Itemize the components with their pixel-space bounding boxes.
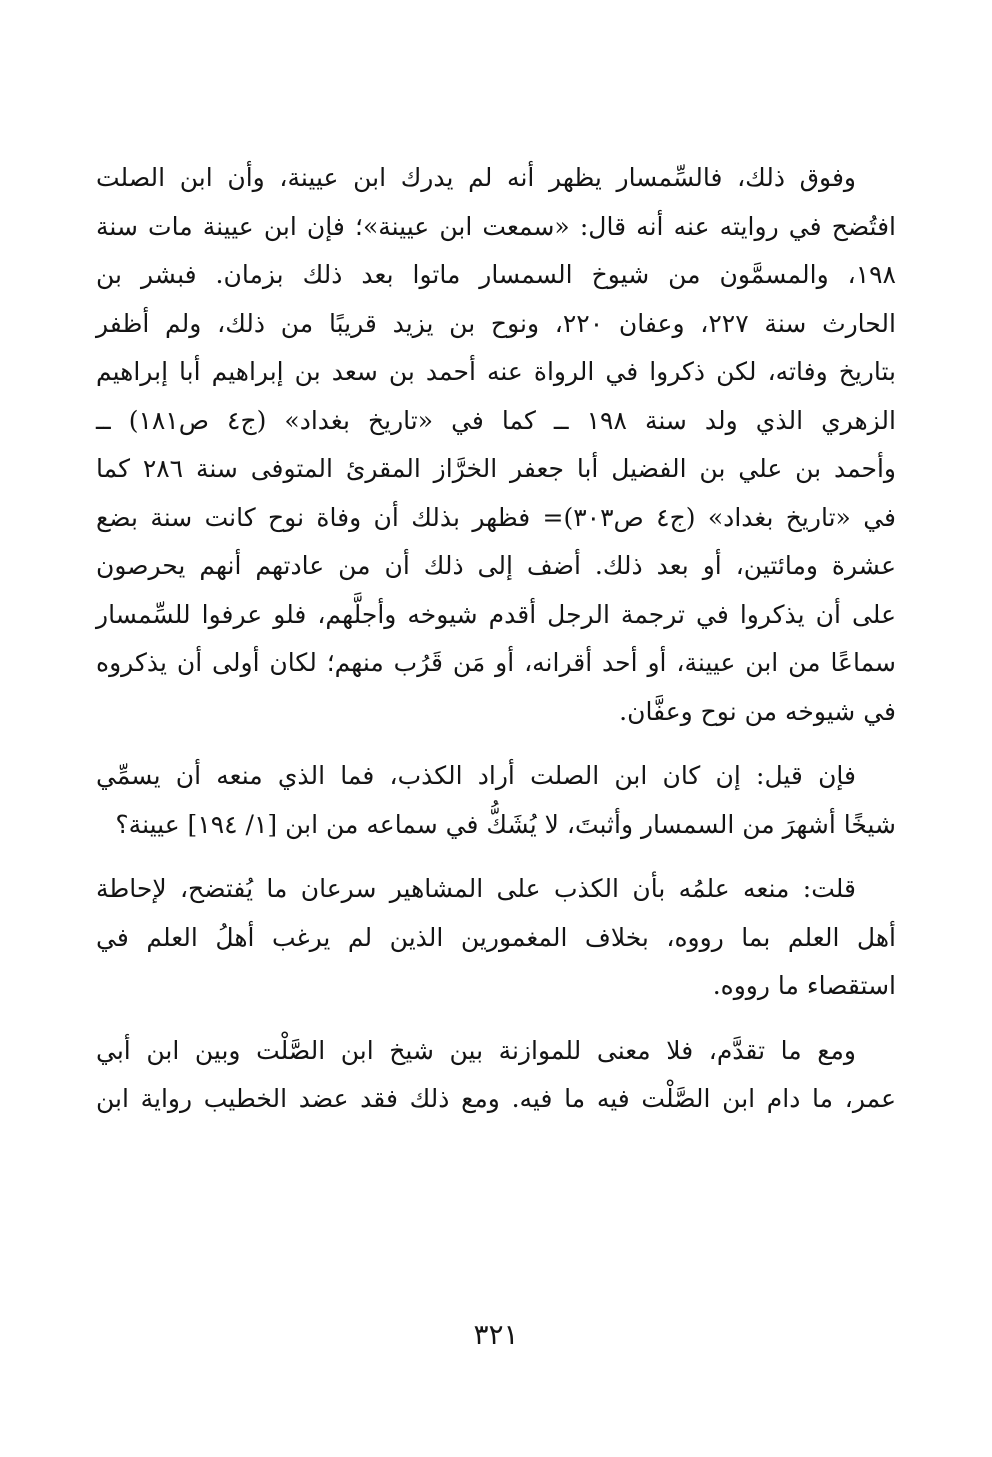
text-line: على أن يذكروا في ترجمة الرجل أقدم شيوخه وأجلَّهم، فلو عرفوا للسِّمسار bbox=[96, 599, 896, 629]
paragraph-2 bbox=[96, 752, 896, 849]
paragraph-4 bbox=[96, 1027, 896, 1124]
text-line: وفوق ذلك، فالسِّمسار يظهر أنه لم يدرك ابن عيينة، وأن ابن الصلت bbox=[96, 163, 856, 192]
text-line: في شيوخه من نوح وعفَّان. bbox=[619, 696, 896, 726]
text-line: قلت: منعه علمُه بأن الكذب على المشاهير سرعان ما يُفتضح، لإحاطة bbox=[96, 874, 856, 903]
text-line: بتاريخ وفاته، لكن ذكروا في الرواة عنه أحمد بن سعد بن إبراهيم أبا إبراهيم bbox=[96, 357, 896, 386]
text-line: عمر، ما دام ابن الصَّلْت فيه ما فيه. ومع ذلك فقد عضد الخطيب رواية ابن bbox=[96, 1084, 896, 1113]
text-line: ومع ما تقدَّم، فلا معنى للموازنة بين شيخ ابن الصَّلْت وبين ابن أبي bbox=[96, 1035, 856, 1065]
text-line: في «تاريخ بغداد» (ج٤ ص٣٠٣)= فظهر بذلك أن وفاة نوح كانت سنة بضع bbox=[96, 502, 896, 532]
text-line: استقصاء ما رووه. bbox=[712, 971, 896, 1000]
text-line: الزهري الذي ولد سنة ١٩٨ ــ كما في «تاريخ بغداد» (ج٤ ص١٨١) ــ bbox=[96, 405, 896, 435]
text-line: افتُضح في روايته عنه أنه قال: «سمعت ابن عيينة»؛ فإن ابن عيينة مات سنة bbox=[96, 211, 896, 241]
text-line: عشرة ومائتين، أو بعد ذلك. أضف إلى ذلك أن من عادتهم أنهم يحرصون bbox=[96, 551, 896, 580]
text-line: وأحمد بن علي بن الفضيل أبا جعفر الخرَّاز المقرئ المتوفى سنة ٢٨٦ كما bbox=[96, 454, 897, 483]
text-line: الحارث سنة ٢٢٧، وعفان ٢٢٠، ونوح بن يزيد قريبًا من ذلك، ولم أظفر bbox=[96, 308, 896, 338]
text-line: شيخًا أشهرَ من السمسار وأثبتَ، لا يُشَكُّ في سماعه من ابن [١/ ١٩٤] عيينة؟ bbox=[115, 809, 896, 839]
paragraph-1 bbox=[96, 154, 896, 736]
paragraph-spacer bbox=[96, 1011, 896, 1027]
text-line: سماعًا من ابن عيينة، أو أحد أقرانه، أو مَن قَرُب منهم؛ لكان أولى أن يذكروه bbox=[96, 648, 896, 677]
paragraph-spacer bbox=[96, 849, 896, 865]
text-line: أهل العلم بما رووه، بخلاف المغمورين الذين لم يرغب أهلُ العلم في bbox=[96, 922, 896, 952]
page-number: ٣٢١ bbox=[473, 1318, 519, 1351]
text-line: فإن قيل: إن كان ابن الصلت أراد الكذب، فما الذي منعه أن يسمِّي bbox=[96, 761, 856, 790]
paragraph-3 bbox=[96, 865, 896, 1011]
paragraph-spacer bbox=[96, 736, 896, 752]
text-line: ١٩٨، والمسمَّون من شيوخ السمسار ماتوا بعد ذلك بزمان. فبشر بن bbox=[96, 260, 896, 289]
body-text bbox=[96, 154, 896, 1124]
